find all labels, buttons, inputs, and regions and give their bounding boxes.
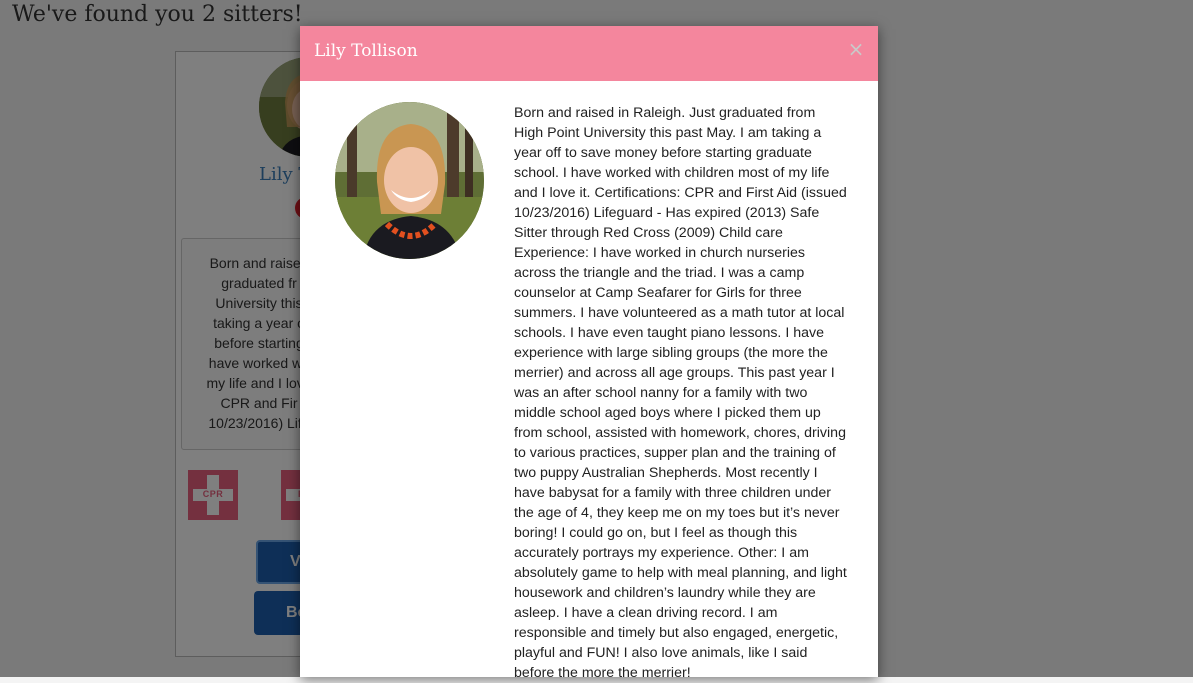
sitter-photo-icon [335,102,484,259]
sitter-full-bio: Born and raised in Raleigh. Just graduated from High Point University this past May. I am taking a year off to save money before starting graduate school. I have worked with children most of my life and I love it. Certifications: CPR and First Aid (issued 10/23/2016) Lifeguard - Has expired (2013) Safe Sitter through Red Cross (2009) Child care Experience: I have worked in church nurseries across the triangle and the triad. I was a camp counselor at Camp Seafarer for Girls for three summers. I have volunteered as a math tutor at local schools. I have even taught piano lessons. I have experience with large sibling groups (the more the merrier) and across all age groups. This past year I was an after school nanny for a family with two middle school aged boys where I picked them up from school, assisted with homework, chores, driving to various practices, supper plan and the training of two puppy Australian Shepherds. Most recently I have babysat for a family with three children under the age of 4, they keep me on my toes but it’s never boring! I could go on, but I feel as though this accurately portrays my experience. Other: I am absolutely game to help with meal planning, and light housework and children’s laundry while they are asleep. I have a clean driving record. I am responsible and timely but also engaged, energetic, playful and FUN! I also love animals, like I said before the more the merrier! [514,105,847,681]
sitter-photo [335,102,484,259]
modal-header [300,26,878,81]
close-icon[interactable]: × [847,37,865,61]
sitter-profile-modal [300,26,878,681]
modal-title: Lily Tollison [314,41,418,61]
